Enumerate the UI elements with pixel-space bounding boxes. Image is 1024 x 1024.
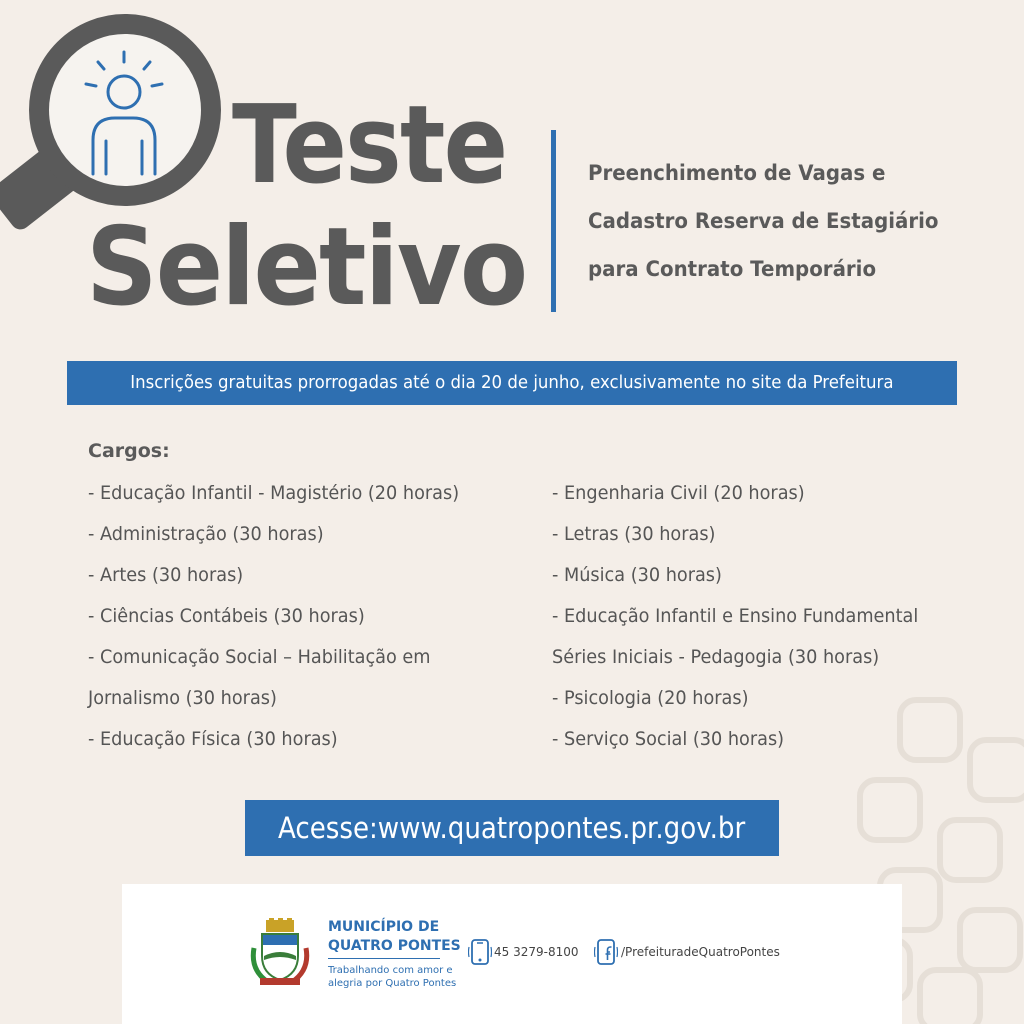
list-item: - Educação Infantil - Magistério (20 horas): [88, 482, 460, 504]
list-item: - Letras (30 horas): [552, 523, 716, 545]
municipality-slogan: [328, 964, 456, 990]
subtitle-line: Cadastro Reserva de Estagiário: [588, 209, 939, 234]
municipal-crest: [250, 918, 310, 988]
list-item: Jornalismo (30 horas): [88, 687, 277, 709]
title-line-1: Teste: [232, 83, 507, 208]
list-item: - Comunicação Social – Habilitação em: [88, 646, 431, 668]
list-item: - Educação Física (30 horas): [88, 728, 338, 750]
list-item: - Ciências Contábeis (30 horas): [88, 605, 365, 627]
municipality-line-1: MUNICÍPIO DE: [328, 919, 440, 935]
list-item: - Engenharia Civil (20 horas): [552, 482, 805, 504]
title-line-2: Seletivo: [86, 205, 527, 330]
vertical-divider: [551, 130, 556, 312]
list-item: - Música (30 horas): [552, 564, 722, 586]
list-item: - Administração (30 horas): [88, 523, 324, 545]
banner-text: Inscrições gratuitas prorrogadas até o dia 20 de junho, exclusivamente no site da Prefeitura: [130, 372, 894, 393]
list-item: - Artes (30 horas): [88, 564, 244, 586]
phone-icon: [468, 938, 492, 966]
subtitle-line: Preenchimento de Vagas e: [588, 161, 886, 186]
facebook-icon: [594, 938, 618, 966]
list-item: - Serviço Social (30 horas): [552, 728, 785, 750]
registration-banner: [67, 361, 957, 405]
subtitle-line: para Contrato Temporário: [588, 257, 877, 282]
cta-text: Acesse:www.quatropontes.pr.gov.br: [278, 811, 746, 845]
list-item: Séries Iniciais - Pedagogia (30 horas): [552, 646, 880, 668]
list-item: - Educação Infantil e Ensino Fundamental: [552, 605, 919, 627]
facebook-handle[interactable]: /PrefeituradeQuatroPontes: [621, 945, 780, 959]
municipality-name: [328, 918, 461, 956]
website-link-button[interactable]: [245, 800, 779, 856]
footer: [122, 884, 902, 1024]
cargos-heading: Cargos:: [88, 440, 170, 462]
slogan-line-1: Trabalhando com amor e: [328, 965, 453, 976]
cargos-list-right: [552, 473, 946, 760]
municipality-line-2: QUATRO PONTES: [328, 938, 461, 954]
cargos-list-left: [88, 473, 487, 760]
phone-number[interactable]: 45 3279-8100: [494, 945, 579, 959]
slogan-line-2: alegria por Quatro Pontes: [328, 978, 457, 989]
subtitle: [588, 150, 1008, 294]
municipality-divider: [328, 958, 440, 959]
list-item: - Psicologia (20 horas): [552, 687, 749, 709]
